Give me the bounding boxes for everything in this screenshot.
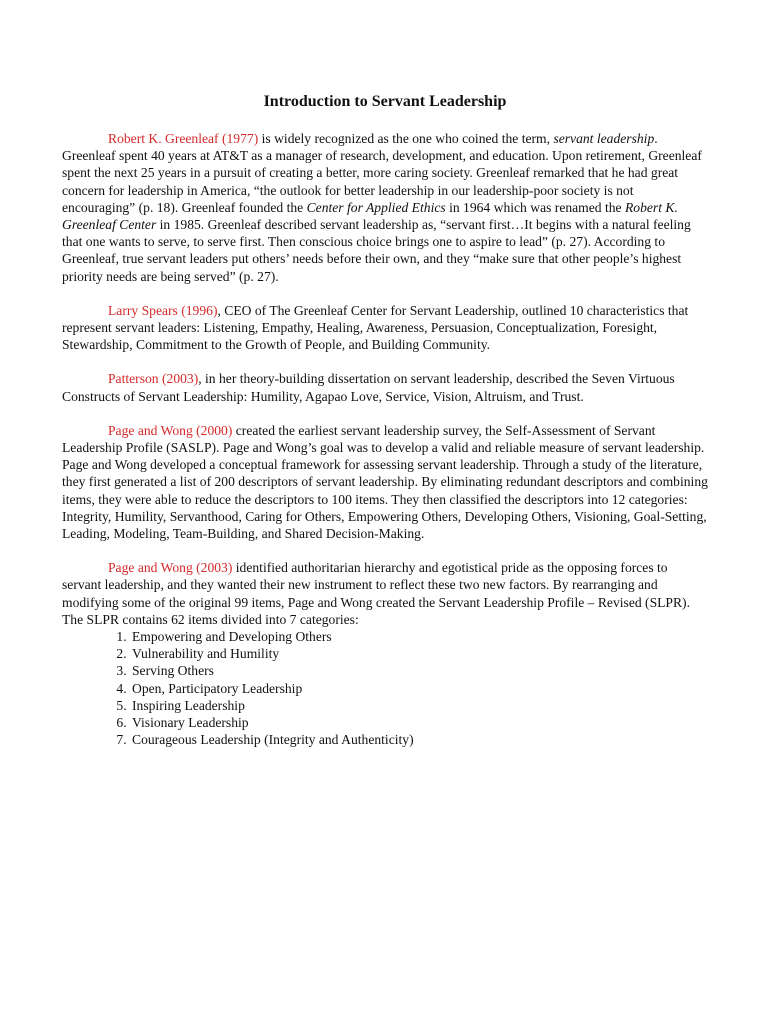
emphasis-greenleaf-center: Robert K. Greenleaf Center [62,199,678,233]
citation-page-wong-2003: Page and Wong (2003) [108,560,233,576]
citation-greenleaf: Robert K. Greenleaf (1977) [108,131,259,146]
list-item: 7. Courageous Leadership (Integrity and Authenticity) [130,731,708,748]
text-segment: in 1964 which was renamed the [445,199,625,215]
text-segment: is widely recognized as the one who coined the term, [258,131,554,146]
list-item: 1. Empowering and Developing Others [130,628,708,645]
citation-page-wong-2000: Page and Wong (2000) [108,422,233,438]
paragraph-spears [62,302,708,354]
document-title: Introduction to Servant Leadership [263,93,507,110]
citation-patterson: Patterson (2003) [108,371,199,387]
emphasis-servant-leadership: servant leadership [553,131,655,146]
slpr-category-list [62,628,708,748]
document-page [62,92,708,749]
list-item: 5. Inspiring Leadership [130,697,708,714]
paragraph-patterson [62,370,708,404]
text-segment: created the earliest servant leadership survey, the Self-Assessment of Servant Leadership Profile (SASLP). Page and Wong’s goal was to develop a valid and reliable measure of servant leadership. Page and Wong developed a conceptual framework for assessing servant leadership. Through a study of the literature, they first generated a list of 200 descriptors of servant leadership. By eliminating redundant descriptors and combining items, they were able to reduce the descriptors to 100 items. They then classified the descriptors into 12 categories: Integrity, Humility, Servanthood, Caring for Others, Empowering Others, Developing Others, Visioning, Goal-Setting, Leading, Modeling, Team-Building, and Shared Decision-Making. [62,422,708,542]
list-item: 2. Vulnerability and Humility [130,645,708,662]
list-item: 3. Serving Others [130,662,708,679]
text-segment: identified authoritarian hierarchy and egotistical pride as the opposing forces to servant leadership, and they wanted their new instrument to reflect these two new factors. By rearranging and modifying some of the original 99 items, Page and Wong created the Servant Leadership Profile – Revised (SLPR). The SLPR contains 62 items divided into 7 categories: [62,560,690,627]
list-item: 6. Visionary Leadership [130,714,708,731]
text-segment: . Greenleaf spent 40 years at AT&T as a manager of research, development, and education. Upon retirement, Greenleaf spent the next 25 years in a pursuit of creating a better, more caring society. Greenleaf remarked that he had great concern for leadership in America, “the outlook for better leadership in our leadership-poor society is not encouraging” (p. 18). Greenleaf founded the [62,131,702,215]
list-item: 4. Open, Participatory Leadership [130,680,708,697]
text-segment: , in her theory-building dissertation on servant leadership, described the Seven Virtuous Constructs of Servant Leadership: Humility, Agapao Love, Service, Vision, Altruism, and Trust. [62,371,675,404]
text-segment: in 1985. Greenleaf described servant leadership as, “servant first…It begins with a natural feeling that one wants to serve, to serve first. Then conscious choice brings one to aspire to lead” (p. 27). According to Greenleaf, true servant leaders put others’ needs before their own, and they “make sure that other people’s highest priority needs are being served” (p. 27). [62,217,691,284]
emphasis-center-applied-ethics: Center for Applied Ethics [306,199,446,215]
paragraph-page-wong-2003 [62,559,708,628]
citation-spears: Larry Spears (1996) [108,302,218,318]
text-segment: , CEO of The Greenleaf Center for Servant Leadership, outlined 10 characteristics that represent servant leaders: Listening, Empathy, Healing, Awareness, Persuasion, Conceptualization, Foresight, Stewardship, Commitment to the Growth of People, and Building Community. [62,302,689,353]
paragraph-page-wong-2000 [62,422,708,542]
paragraph-greenleaf [62,130,708,285]
